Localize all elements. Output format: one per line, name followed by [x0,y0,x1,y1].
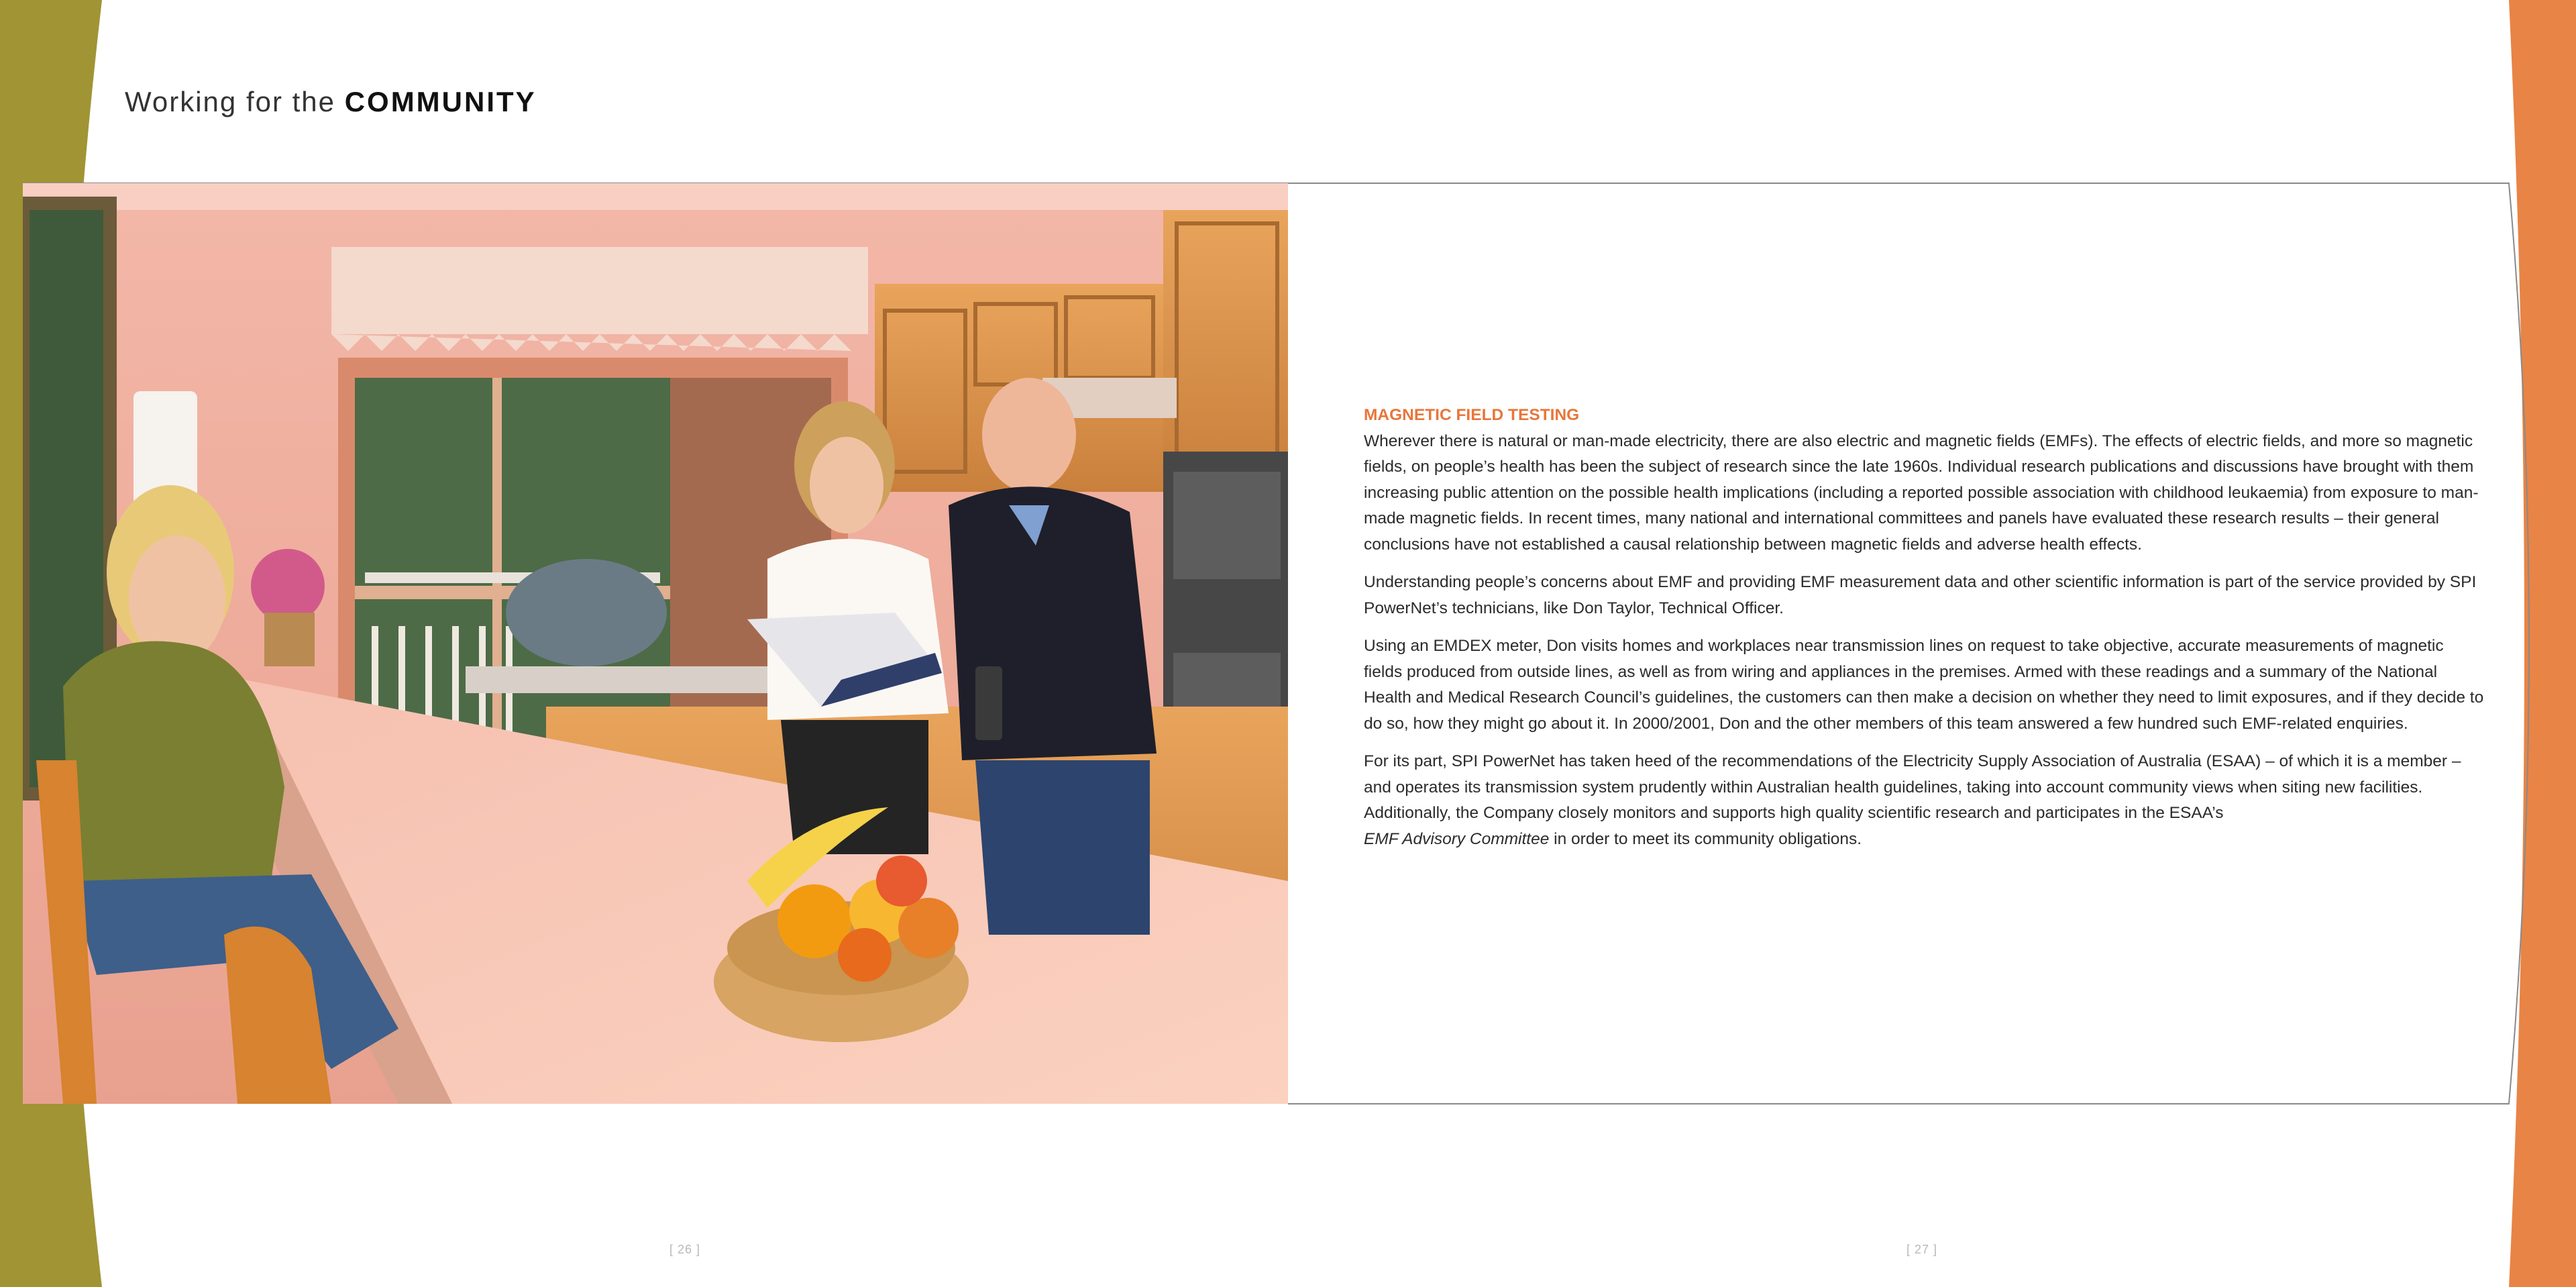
article-paragraph: Understanding people’s concerns about EMF and providing EMF measurement data and other scientific information is part of the service provided by SPI PowerNet’s technicians, like Don Taylor, Technical Officer. [1364,573,2477,617]
last-paragraph-text: For its part, SPI PowerNet has taken heed of the recommendations of the Electricity Supply Association of Australia (ESAA) – of which it is a member – and operates its transmission system prudently within Australian health guidelines, taking into account community views when siting new facilities. Additionally, the Company closely monitors and supports high quality scientific research and participates in the ESAA’s [1364,752,2461,822]
page-title-bold: COMMUNITY [344,86,537,117]
kitchen-photo [23,183,1288,1104]
page-title [125,86,537,118]
page-title-light: Working for the [125,86,336,117]
committee-name: EMF Advisory Committee [1364,829,1550,848]
article-heading: MAGNETIC FIELD TESTING [1364,406,1580,424]
article [1364,403,2484,864]
right-page-number: [ 27 ] [1907,1243,1938,1256]
article-paragraph: Using an EMDEX meter, Don visits homes and workplaces near transmission lines on request to take objective, accurate measurements of magnetic fields produced from outside lines, as well as from wiring and appliances in the premises. Armed with these readings and a summary of the National Health and Medical Research Council’s guidelines, the customers can then make a decision on whether they need to limit exposures, and if they decide to do so, how they might go about it. In 2000/2001, Don and the other members of this team answered a few hundred such EMF-related enquiries. [1364,637,2484,733]
article-paragraph: Wherever there is natural or man-made electricity, there are also electric and magnetic fields (EMFs). The effects of electric fields, and more so magnetic fields, on people’s health has been the subject of research since the late 1960s. Individual research publications and discussions have brought with them increasing public attention on the possible health implications (including a reported possible association with childhood leukaemia) from exposure to man-made magnetic fields. In recent times, many national and international committees and panels have evaluated these research results – their general conclusions have not established a causal relationship between magnetic fields and adverse health effects. [1364,431,2479,554]
last-paragraph-end: in order to meet its community obligations. [1549,829,1862,848]
article-paragraph-last [1364,749,2484,852]
left-page-number: [ 26 ] [669,1243,701,1256]
right-orange-band [2509,0,2576,1287]
